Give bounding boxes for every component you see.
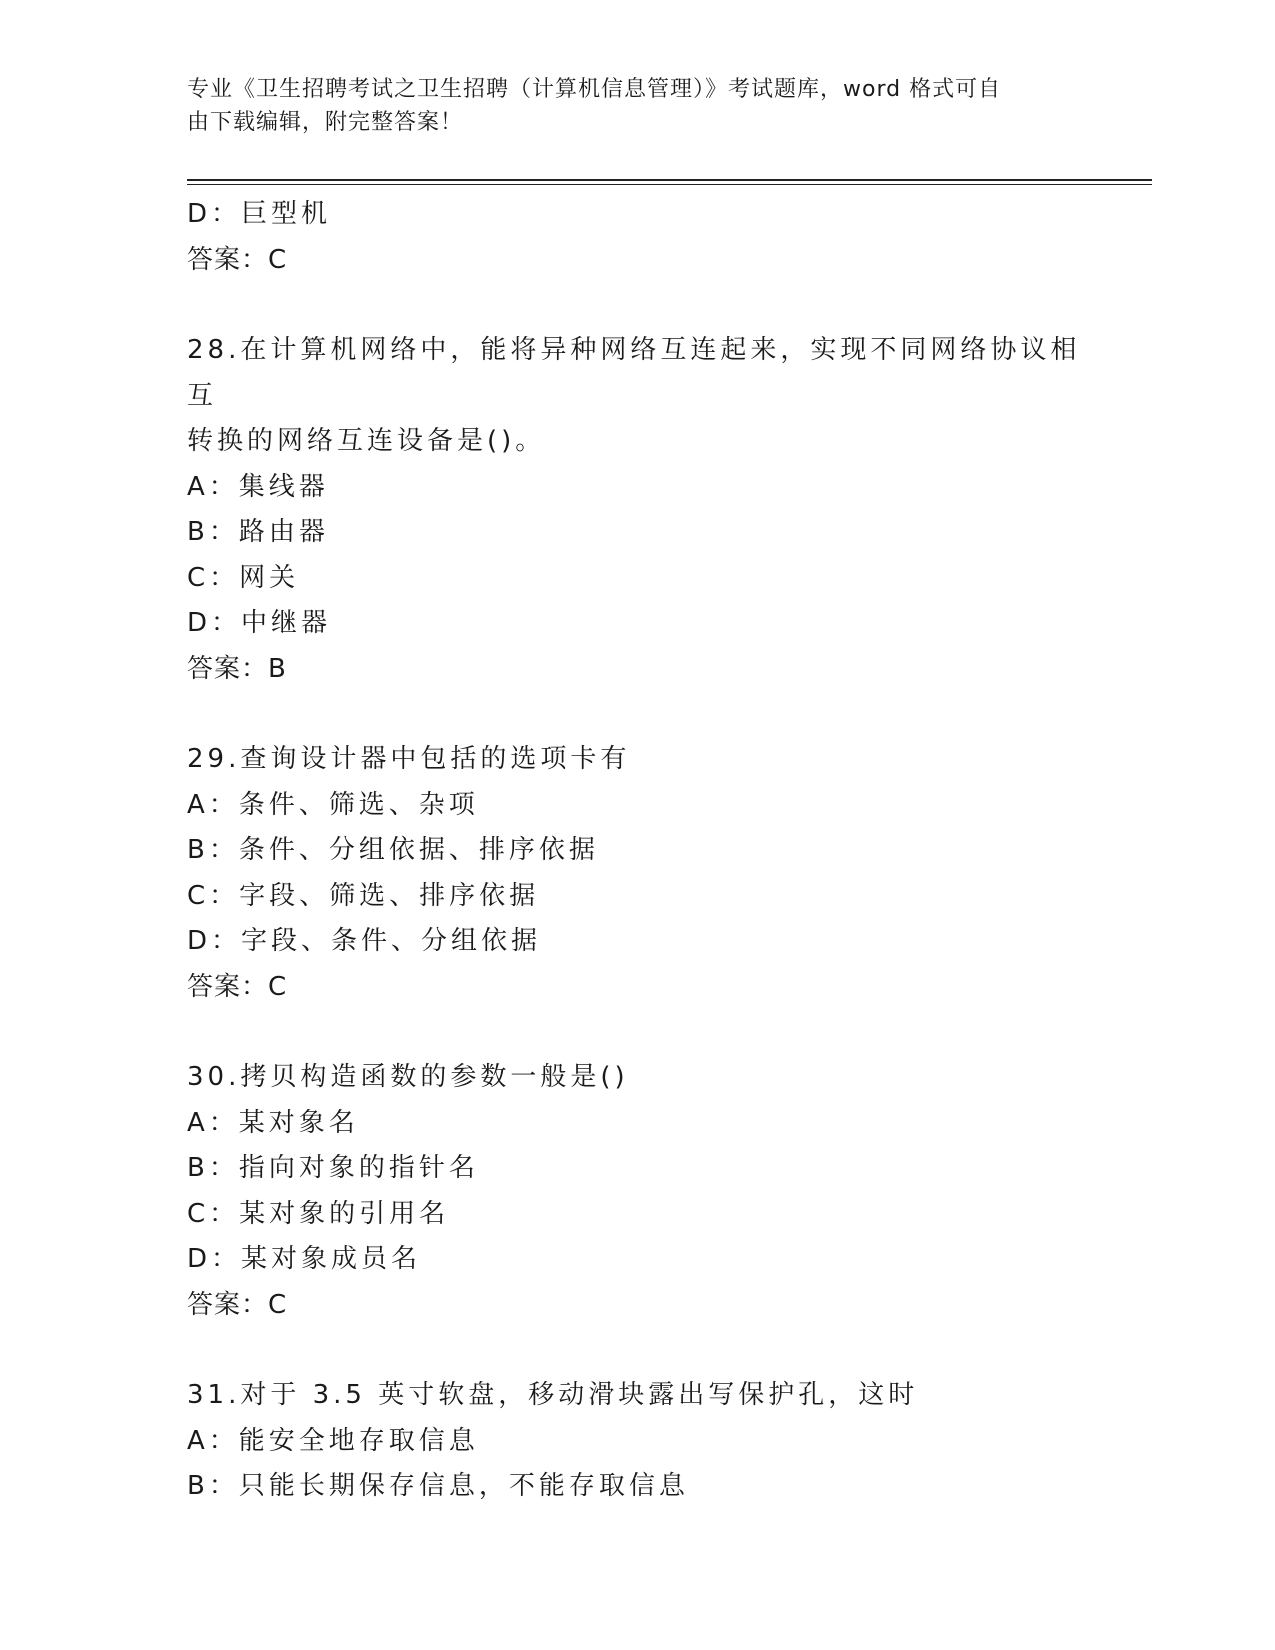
answer: 答案：C [187, 971, 288, 1002]
header-divider-thin [187, 184, 1152, 185]
question-title-continued: 转换的网络互连设备是()。 [187, 426, 546, 456]
question-title: 30.拷贝构造函数的参数一般是() [187, 1062, 629, 1092]
question-title: 29.查询设计器中包括的选项卡有 [187, 744, 631, 774]
question-title: 28.在计算机网络中，能将异种网络互连起来，实现不同网络协议相互 [187, 335, 1081, 411]
option-c: C：网关 [187, 562, 300, 593]
question-29 [187, 737, 1107, 1010]
option-b: B：只能长期保存信息，不能存取信息 [187, 1471, 689, 1501]
question-30 [187, 1055, 1107, 1328]
option-a: A：条件、筛选、杂项 [187, 789, 479, 820]
option-d: D：某对象成员名 [187, 1244, 422, 1274]
option-b: B：指向对象的指针名 [187, 1153, 479, 1183]
answer: 答案：C [187, 244, 288, 275]
question-28 [187, 328, 1107, 692]
option-a: A：集线器 [187, 471, 329, 502]
option-b: B：路由器 [187, 517, 329, 547]
question-title: 31.对于 3.5 英寸软盘，移动滑块露出写保护孔，这时 [187, 1380, 919, 1410]
option-d: D：字段、条件、分组依据 [187, 926, 542, 956]
answer: 答案：B [187, 653, 287, 684]
option-a: A：能安全地存取信息 [187, 1425, 479, 1456]
header-divider [187, 179, 1152, 181]
document-header [187, 73, 1087, 139]
previous-question-tail [187, 192, 1107, 283]
answer: 答案：C [187, 1289, 288, 1320]
header-line-1: 专业《卫生招聘考试之卫生招聘（计算机信息管理）》考试题库，word 格式可自 [187, 77, 1002, 102]
option-c: C：某对象的引用名 [187, 1198, 450, 1229]
option-d: D：巨型机 [187, 199, 332, 229]
option-a: A：某对象名 [187, 1107, 359, 1138]
option-c: C：字段、筛选、排序依据 [187, 880, 540, 911]
question-list [187, 192, 1107, 1510]
option-b: B：条件、分组依据、排序依据 [187, 835, 599, 865]
question-31 [187, 1373, 1107, 1510]
header-line-2: 由下载编辑，附完整答案！ [187, 110, 464, 135]
option-d: D：中继器 [187, 608, 332, 638]
